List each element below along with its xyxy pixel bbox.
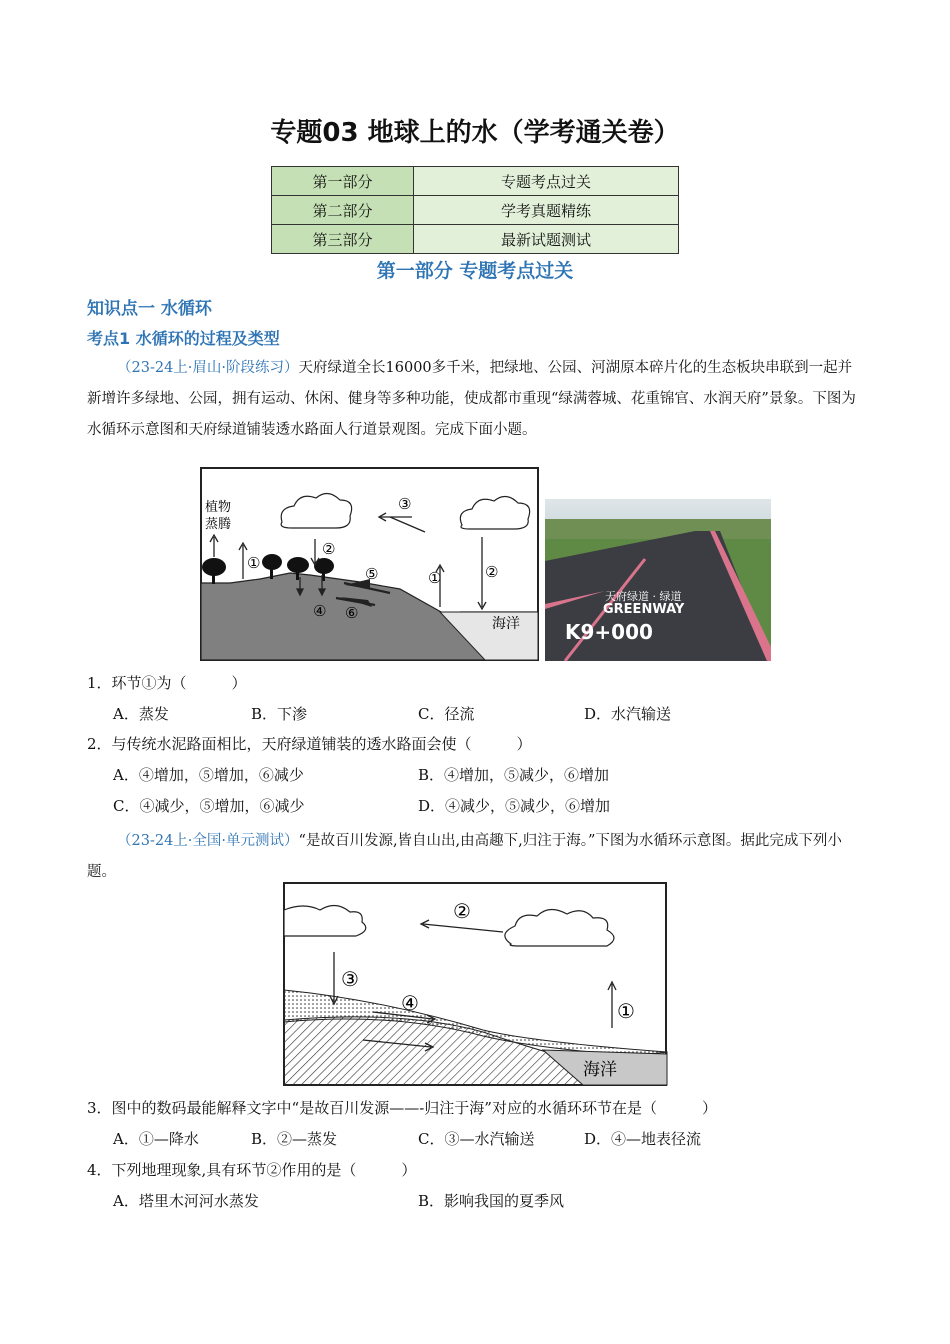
- label-1: ①: [617, 999, 635, 1023]
- passage-2: [87, 826, 865, 888]
- q4-option-a[interactable]: A．塔里木河河水蒸发: [113, 1192, 259, 1210]
- q3-option-b[interactable]: B．②—蒸发: [251, 1130, 338, 1148]
- label-sea: 海洋: [492, 616, 520, 632]
- label-2: ②: [453, 899, 471, 923]
- toc-name: 学考真题精练: [414, 196, 679, 225]
- part-heading: 第一部分 专题考点过关: [376, 260, 574, 282]
- contents-table: [271, 166, 679, 254]
- photo-marker: K9+000: [565, 620, 653, 644]
- passage-1: [87, 353, 865, 446]
- label-5: ⑤: [365, 565, 379, 583]
- label-transpire: 蒸腾: [205, 517, 232, 532]
- label-4: ④: [401, 991, 419, 1015]
- toc-part: 第三部分: [272, 225, 414, 254]
- table-row: [272, 196, 679, 225]
- q1-option-d[interactable]: D．水汽输送: [584, 705, 672, 723]
- q3-option-d[interactable]: D．④—地表径流: [584, 1130, 702, 1148]
- q2-option-a[interactable]: A．④增加，⑤增加，⑥减少: [113, 766, 304, 784]
- passage-text: 天府绿道全长16000多千米，把绿地、公园、河湖原本碎片化的生态板块串联到一起并新增许多绿地、公园，拥有运动、休闲、健身等多种功能，使成都市重现“绿满蓉城、花重锦官、水润天府”景象。下图为水循环示意图和天府绿道铺装透水路面人行道景观图。完成下面小题。: [87, 360, 856, 438]
- knowledge-point-heading: 知识点一 水循环: [87, 299, 212, 319]
- question-1: 1．环节①为（ ）: [87, 674, 247, 692]
- label-1: ①: [247, 554, 261, 572]
- table-row: [272, 225, 679, 254]
- q2-option-c[interactable]: C．④减少，⑤增加，⑥减少: [113, 797, 305, 815]
- toc-part: 第一部分: [272, 167, 414, 196]
- exam-point-heading: 考点1 水循环的过程及类型: [87, 329, 280, 348]
- page-title: 专题03 地球上的水（学考通关卷）: [270, 118, 680, 148]
- water-cycle-diagram-2: [283, 882, 668, 1086]
- passage-text: “是故百川发源,皆自山出,由高趣下,归注于海。”下图为水循环示意图。据此完成下列小题。: [87, 833, 842, 880]
- q4-option-b[interactable]: B．影响我国的夏季风: [418, 1192, 565, 1210]
- q1-option-a[interactable]: A．蒸发: [113, 705, 169, 723]
- photo-greenway-cn: 天府绿道 · 绿道: [605, 590, 682, 603]
- label-3: ③: [398, 495, 412, 513]
- label-3: ③: [341, 967, 359, 991]
- q1-option-b[interactable]: B．下渗: [251, 705, 308, 723]
- question-3: 3．图中的数码最能解释文字中“是故百川发源——-归注于海”对应的水循环环节在是（ ）: [87, 1099, 717, 1117]
- q2-option-b[interactable]: B．④增加，⑤减少，⑥增加: [418, 766, 610, 784]
- photo-greenway-en: GREENWAY: [603, 602, 685, 617]
- toc-name: 最新试题测试: [414, 225, 679, 254]
- label-6: ⑥: [345, 604, 359, 622]
- label-plant: 植物: [205, 500, 232, 515]
- table-row: [272, 167, 679, 196]
- label-2b: ②: [485, 563, 499, 581]
- question-4: 4．下列地理现象,具有环节②作用的是（ ）: [87, 1161, 417, 1179]
- label-sea: 海洋: [583, 1060, 617, 1080]
- toc-name: 专题考点过关: [414, 167, 679, 196]
- label-4: ④: [313, 602, 327, 620]
- passage-source: （23-24上·眉山·阶段练习）: [117, 360, 299, 376]
- q2-option-d[interactable]: D．④减少，⑤减少，⑥增加: [418, 797, 611, 815]
- label-1b: ①: [428, 569, 442, 587]
- label-2: ②: [322, 540, 336, 558]
- water-cycle-diagram-1: [200, 467, 540, 661]
- question-2: 2．与传统水泥路面相比，天府绿道铺装的透水路面会使（ ）: [87, 735, 532, 753]
- q3-option-a[interactable]: A．①—降水: [113, 1130, 199, 1148]
- q1-option-c[interactable]: C．径流: [418, 705, 475, 723]
- q3-option-c[interactable]: C．③—水汽输送: [418, 1130, 535, 1148]
- toc-part: 第二部分: [272, 196, 414, 225]
- greenway-photo: [545, 499, 771, 661]
- passage-source: （23-24上·全国·单元测试）: [117, 833, 299, 849]
